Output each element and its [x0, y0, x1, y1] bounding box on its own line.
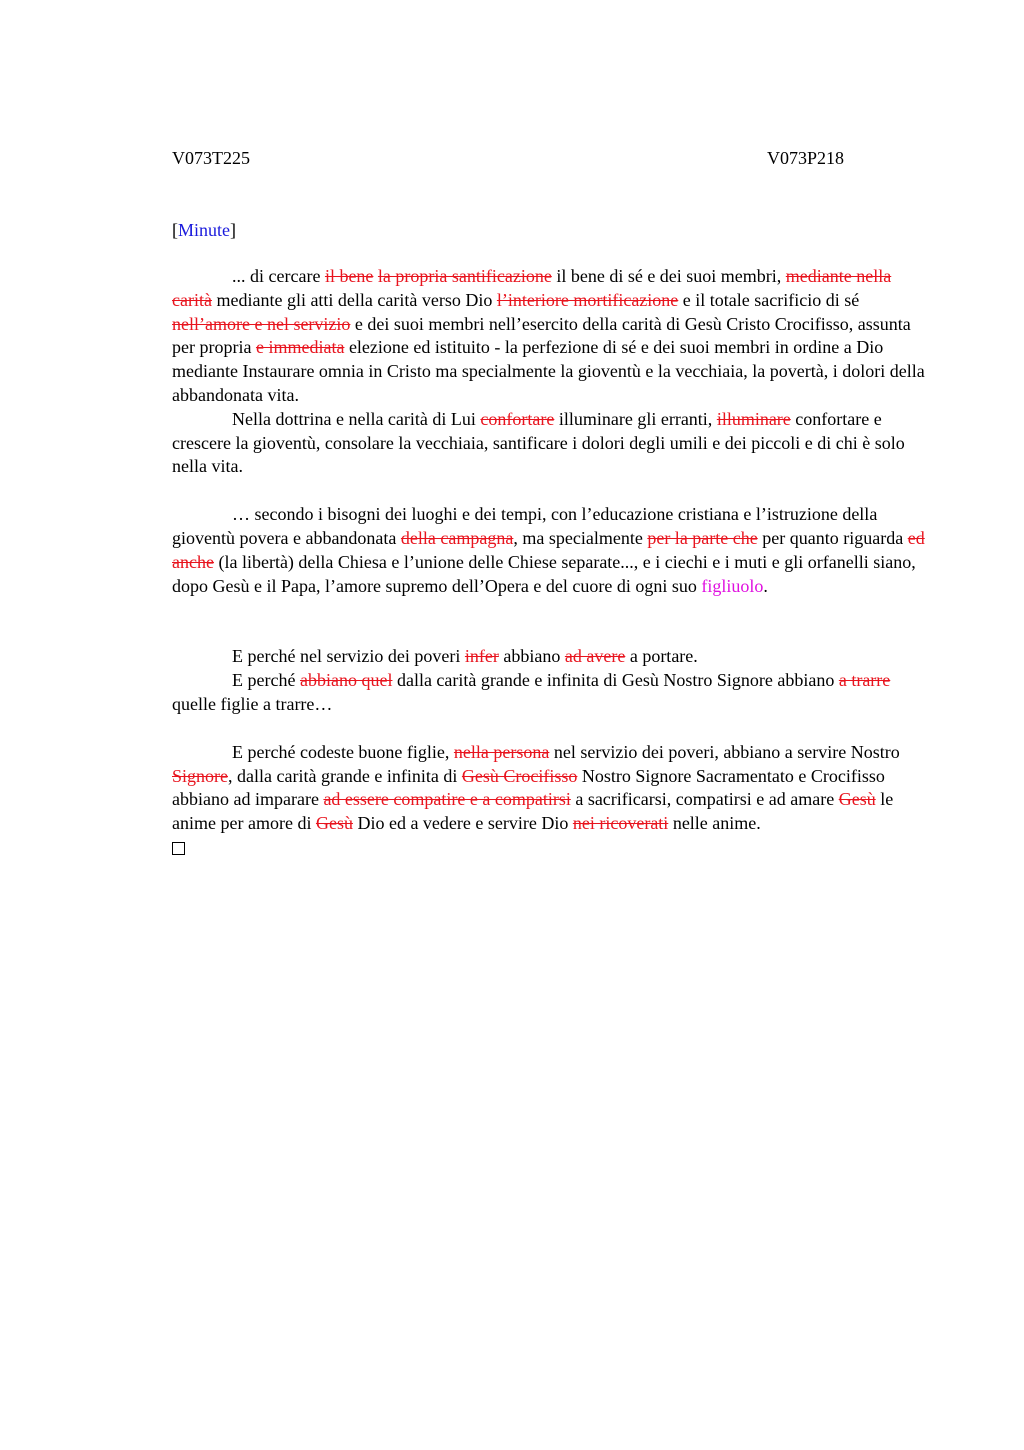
text-segment: illuminare gli erranti, [554, 408, 717, 429]
deleted-text: la propria santificazione [377, 266, 552, 286]
end-marker-row [172, 836, 932, 862]
paragraph-2 [172, 408, 932, 479]
text-segment: E perché nel servizio dei poveri [232, 646, 465, 667]
paragraph-4 [172, 645, 932, 669]
paragraph-1 [172, 265, 932, 408]
text-segment: E perché codeste buone figlie, [232, 741, 454, 762]
paragraph-5 [172, 669, 932, 717]
section-label-text: Minute [178, 220, 230, 240]
text-segment: confortare e crescere la gioventù, consolare la vecchiaia, santificare i dolori degli umili e dei piccoli e di chi è solo nella vita. [172, 408, 905, 477]
text-segment: quelle figlie a trarre… [172, 693, 333, 714]
text-segment: e il totale sacrificio di sé [678, 289, 860, 310]
deleted-text: Gesù [315, 813, 353, 834]
text-segment: ... di cercare [232, 266, 325, 286]
text-segment: … secondo i bisogni dei luoghi e dei tempi, con l’educazione cristiana e l’istruzione della gioventù povera e abbandonata [172, 504, 878, 548]
text-segment: abbiano [498, 646, 565, 667]
section-open-bracket: [ [172, 220, 178, 240]
section-label [172, 218, 236, 242]
deleted-text: l’interiore mortificazione [496, 289, 679, 310]
deleted-text: Signore [172, 765, 228, 786]
paragraph-3 [172, 503, 932, 598]
deleted-text: Gesù [838, 789, 876, 810]
document-code-left: V073T225 [172, 148, 250, 168]
deleted-text: nei ricoverati [572, 813, 669, 834]
paragraph-gap [172, 717, 932, 741]
text-segment: nelle anime. [668, 813, 761, 834]
text-segment: Nostro Signore Sacramentato e Crocifisso abbiano ad imparare [172, 765, 885, 810]
text-segment: il bene di sé e dei suoi membri, [551, 266, 786, 286]
deleted-text: e immediata [255, 337, 345, 358]
text-segment: Nella dottrina e nella carità di Lui [232, 408, 481, 429]
text-segment: le anime per amore di [172, 789, 894, 834]
deleted-text: nell’amore e nel servizio [172, 313, 351, 334]
text-segment: e dei suoi membri nell’esercito della carità di Gesù Cristo Crocifisso, assunta per propria [172, 313, 911, 358]
deleted-text: Gesù Crocifisso [461, 765, 578, 786]
text-segment: , ma specialmente [513, 527, 648, 548]
highlighted-word: figliuolo [701, 575, 764, 596]
text-segment: nel servizio dei poveri, abbiano a servire Nostro [549, 741, 900, 762]
text-segment: a sacrificarsi, compatirsi e ad amare [570, 789, 839, 810]
deleted-text: abbiano quel [299, 670, 393, 691]
text-segment: , dalla carità grande e infinita di [228, 765, 462, 786]
deleted-text: ad avere [564, 646, 626, 667]
document-code-right: V073P218 [766, 148, 844, 168]
text-segment: a portare. [625, 646, 698, 667]
text-segment: (la libertà) della Chiesa e l’unione delle Chiese separate..., e i ciechi e i muti e gli orfanelli siano, dopo Gesù e il Papa, l’amore supremo dell’Opera e del cuore di ogni suo [172, 551, 916, 596]
deleted-text: confortare [480, 408, 555, 429]
deleted-text: ad essere compatire e a compatirsi [323, 789, 571, 810]
deleted-text: infer [464, 646, 499, 667]
deleted-text: della campagna [400, 527, 514, 548]
paragraph-gap [172, 598, 932, 645]
deleted-text: mediante nella carità [172, 266, 892, 310]
text-segment: E perché [232, 670, 300, 691]
paragraph-gap [172, 479, 932, 503]
deleted-text: ed anche [172, 527, 925, 572]
deleted-text: il bene [324, 266, 374, 286]
deleted-text: per la parte che [647, 527, 758, 548]
deleted-text: nella persona [453, 741, 550, 762]
body-text [172, 265, 932, 862]
end-box-icon [172, 842, 185, 855]
text-segment: dalla carità grande e infinita di Gesù Nostro Signore abbiano [392, 670, 839, 691]
section-close-bracket: ] [230, 220, 236, 240]
text-segment: . [763, 575, 768, 596]
text-segment: per quanto riguarda [757, 527, 908, 548]
paragraph-6 [172, 741, 932, 836]
text-segment: Dio ed a vedere e servire Dio [352, 813, 573, 834]
text-segment: mediante gli atti della carità verso Dio [211, 289, 497, 310]
text-segment: elezione ed istituito - la perfezione di sé e dei suoi membri in ordine a Dio mediante Instaurare omnia in Cristo ma specialmente la gioventù e la vecchiaia, la povertà, i dolori della abbandonata vita. [172, 337, 925, 405]
deleted-text: a trarre [838, 670, 891, 691]
deleted-text: illuminare [716, 408, 791, 429]
